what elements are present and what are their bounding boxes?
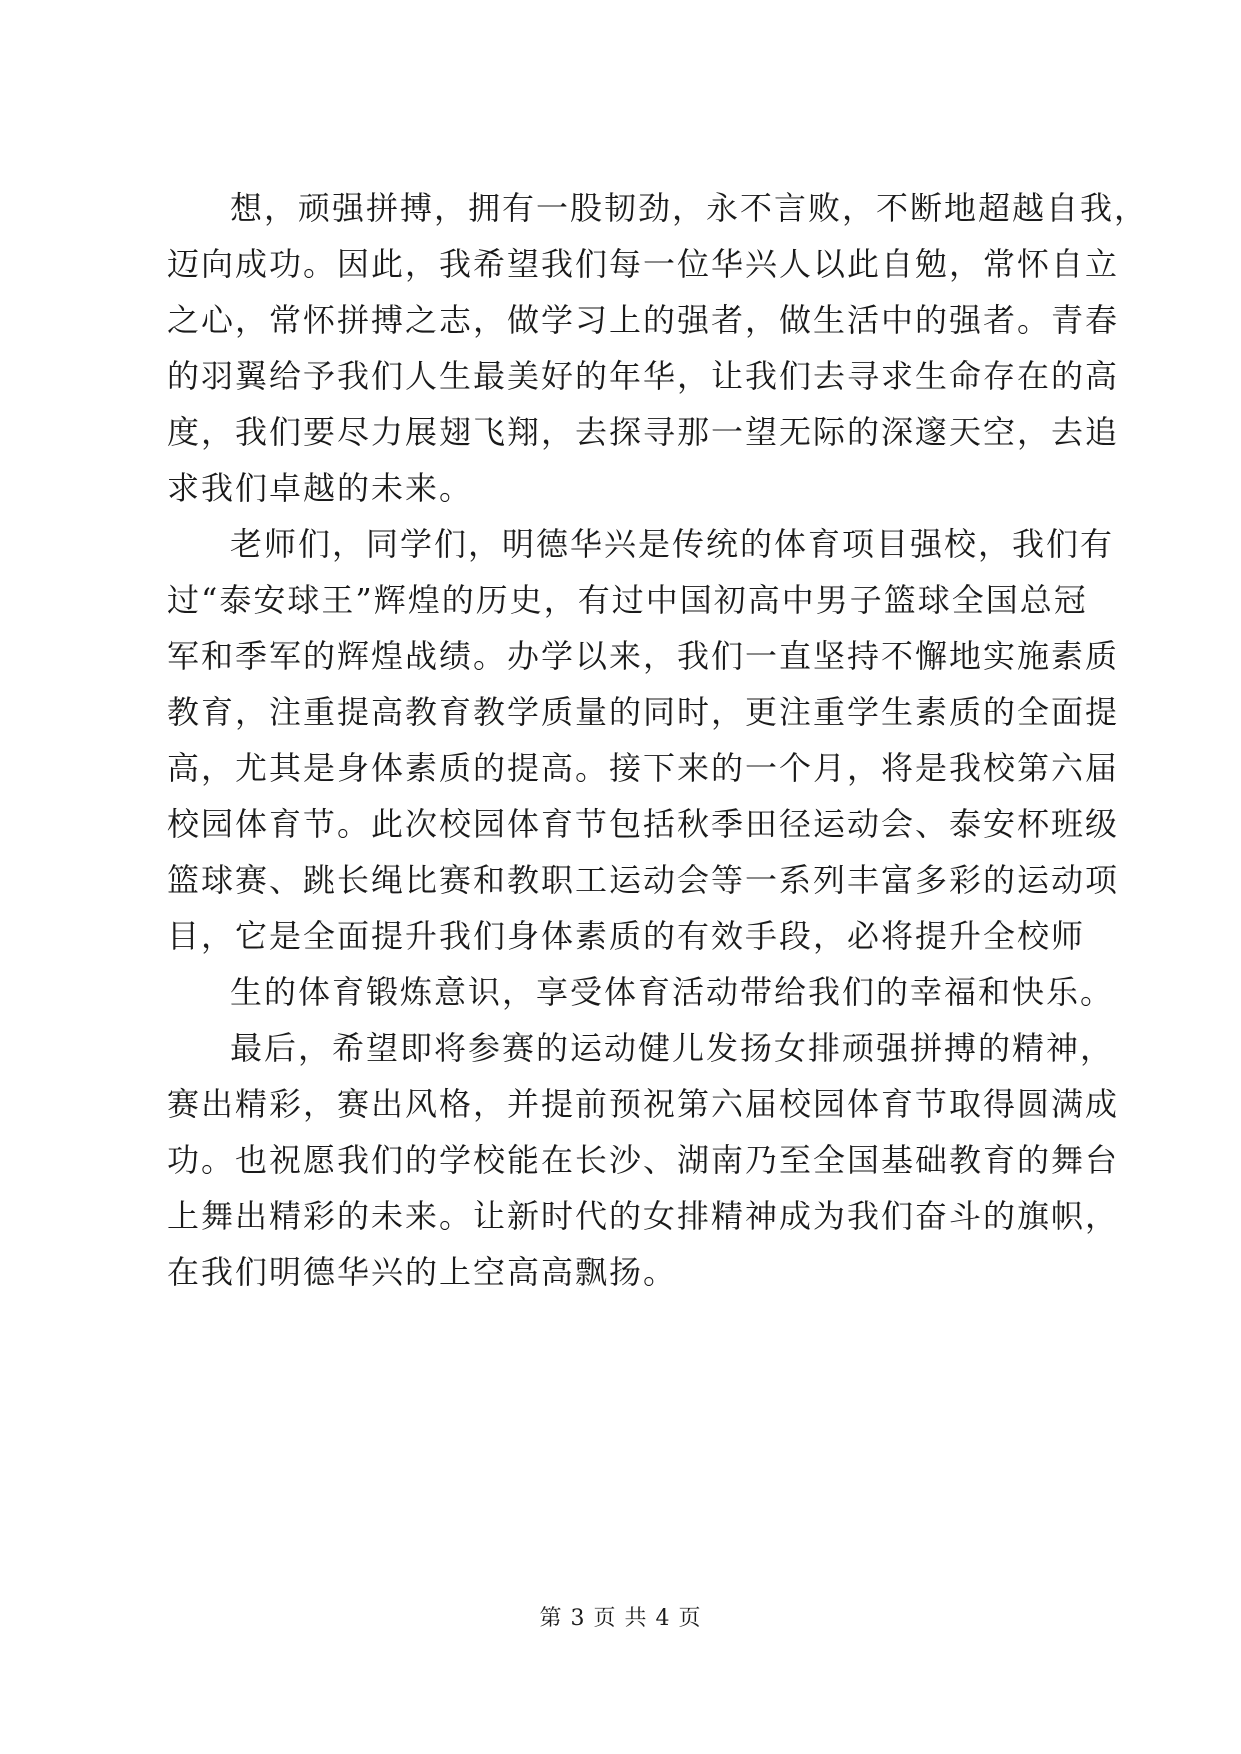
text-line: 度，我们要尽力展翅飞翔，去探寻那一望无际的深邃天空，去追: [167, 413, 1120, 451]
text-line: 功。也祝愿我们的学校能在长沙、湖南乃至全国基础教育的舞台: [167, 1141, 1120, 1179]
text-line: 过“泰安球王”辉煌的历史，有过中国初高中男子篮球全国总冠: [167, 581, 1088, 619]
text-line: 想，顽强拼搏，拥有一股韧劲，永不言败，不断地超越自我，: [230, 189, 1149, 227]
page-number-footer: 第 3 页 共 4 页: [539, 1606, 702, 1631]
text-line: 上舞出精彩的未来。让新时代的女排精神成为我们奋斗的旗帜，: [167, 1197, 1120, 1235]
text-line: 的羽翼给予我们人生最美好的年华，让我们去寻求生命存在的高: [167, 357, 1120, 395]
text-line: 老师们，同学们，明德华兴是传统的体育项目强校，我们有: [230, 525, 1115, 563]
text-line: 校园体育节。此次校园体育节包括秋季田径运动会、泰安杯班级: [167, 805, 1120, 843]
text-line: 军和季军的辉煌战绩。办学以来，我们一直坚持不懈地实施素质: [167, 637, 1120, 675]
text-line: 目，它是全面提升我们身体素质的有效手段，必将提升全校师: [167, 917, 1086, 955]
text-line: 篮球赛、跳长绳比赛和教职工运动会等一系列丰富多彩的运动项: [167, 861, 1120, 899]
text-line: 教育，注重提高教育教学质量的同时，更注重学生素质的全面提: [167, 693, 1120, 731]
text-line: 之心，常怀拼搏之志，做学习上的强者，做生活中的强者。青春: [167, 301, 1120, 339]
text-line: 最后，希望即将参赛的运动健儿发扬女排顽强拼搏的精神，: [230, 1029, 1115, 1067]
text-line: 高，尤其是身体素质的提高。接下来的一个月，将是我校第六届: [167, 749, 1120, 787]
text-line: 求我们卓越的未来。: [167, 469, 474, 507]
text-line: 生的体育锻炼意识，享受体育活动带给我们的幸福和快乐。: [230, 973, 1115, 1011]
text-line: 在我们明德华兴的上空高高飘扬。: [167, 1253, 678, 1291]
text-line: 迈向成功。因此，我希望我们每一位华兴人以此自勉，常怀自立: [167, 245, 1120, 283]
text-line: 赛出精彩，赛出风格，并提前预祝第六届校园体育节取得圆满成: [167, 1085, 1120, 1123]
